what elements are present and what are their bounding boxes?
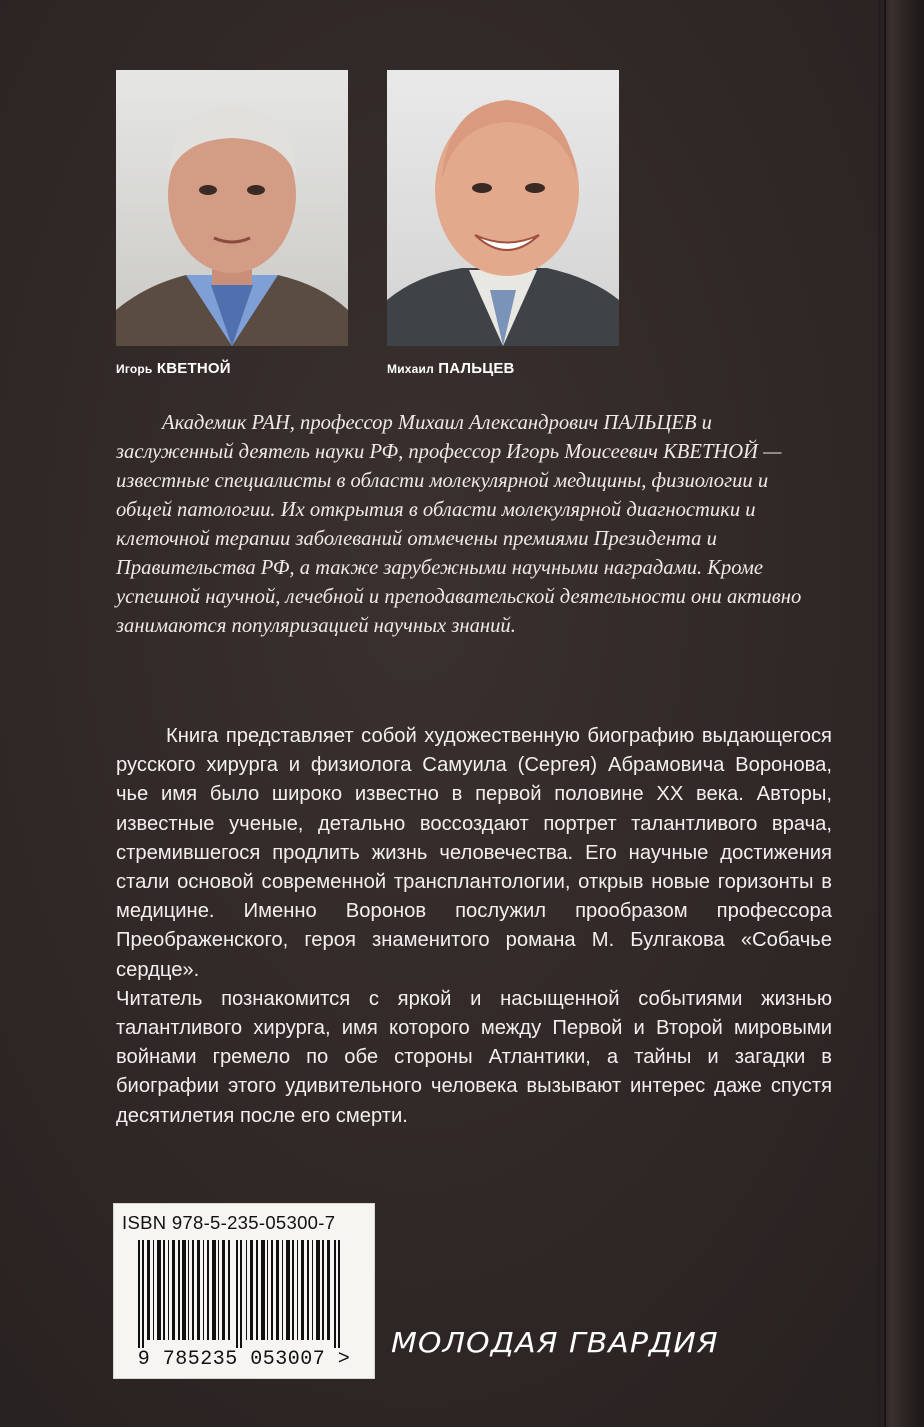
bio-paragraph: Академик РАН, профессор Михаил Александрович ПАЛЬЦЕВ и заслуженный деятель науки РФ, профессор Игорь Моисеевич КВЕТНОЙ — известные специалисты в области молекулярной медицины, физиологии и общей патологии. Их открытия в области молекулярной диагностики и клеточной терапии заболеваний отмечены премиями Президента и Правительства РФ, а также зарубежными научными наградами. Кроме успешной научной, лечебной и преподавательской деятельности они активно занимаются популяризацией научных знаний.: [116, 412, 802, 637]
description-paragraph: Книга представляет собой художественную биографию выдающегося русского хирурга и физиолога Самуила (Сергея) Абрамовича Воронова, чье имя было широко известно в первой половине XX века. Авторы, известные ученые, детально воссоздают портрет талантливого врача, стремившегося продлить жизнь человечества. Его научные достижения стали основой современной трансплантологии, открыв новые горизонты в медицине. Именно Воронов послужил прообразом профессора Преображенского, героя знаменитого романа М. Булгакова «Собачье сердце».: [116, 725, 832, 981]
authors-bio: [116, 409, 824, 641]
author-photo-kvetnoy: [116, 70, 348, 346]
author-caption-kvetnoy: [116, 360, 231, 377]
spine-groove: [884, 0, 886, 1427]
barcode-digits: 9 785235 053007 >: [137, 1348, 351, 1371]
portrait-icon: [116, 70, 348, 346]
author-photo-paltsev: [387, 70, 619, 346]
isbn-label: ISBN 978-5-235-05300-7: [122, 1212, 336, 1233]
description-paragraph: Читатель познакомится с яркой и насыщенной событиями жизнью талантливого хирурга, имя которого между Первой и Второй мировыми войнами гремело по обе стороны Атлантики, а тайны и загадки в биографии этого удивительного человека вызывают интерес даже спустя десятилетия после его смерти.: [116, 987, 832, 1127]
author-last-name: КВЕТНОЙ: [156, 360, 231, 377]
isbn-barcode: [113, 1203, 375, 1379]
author-first-name: Игорь: [116, 362, 153, 376]
barcode-icon: [124, 1240, 364, 1348]
publisher-logo: МОЛОДАЯ ГВАРДИЯ: [391, 1327, 719, 1360]
book-description: [116, 722, 832, 1131]
author-caption-paltsev: [387, 360, 515, 377]
portrait-icon: [387, 70, 619, 346]
author-last-name: ПАЛЬЦЕВ: [438, 360, 515, 377]
author-first-name: Михаил: [387, 362, 434, 376]
